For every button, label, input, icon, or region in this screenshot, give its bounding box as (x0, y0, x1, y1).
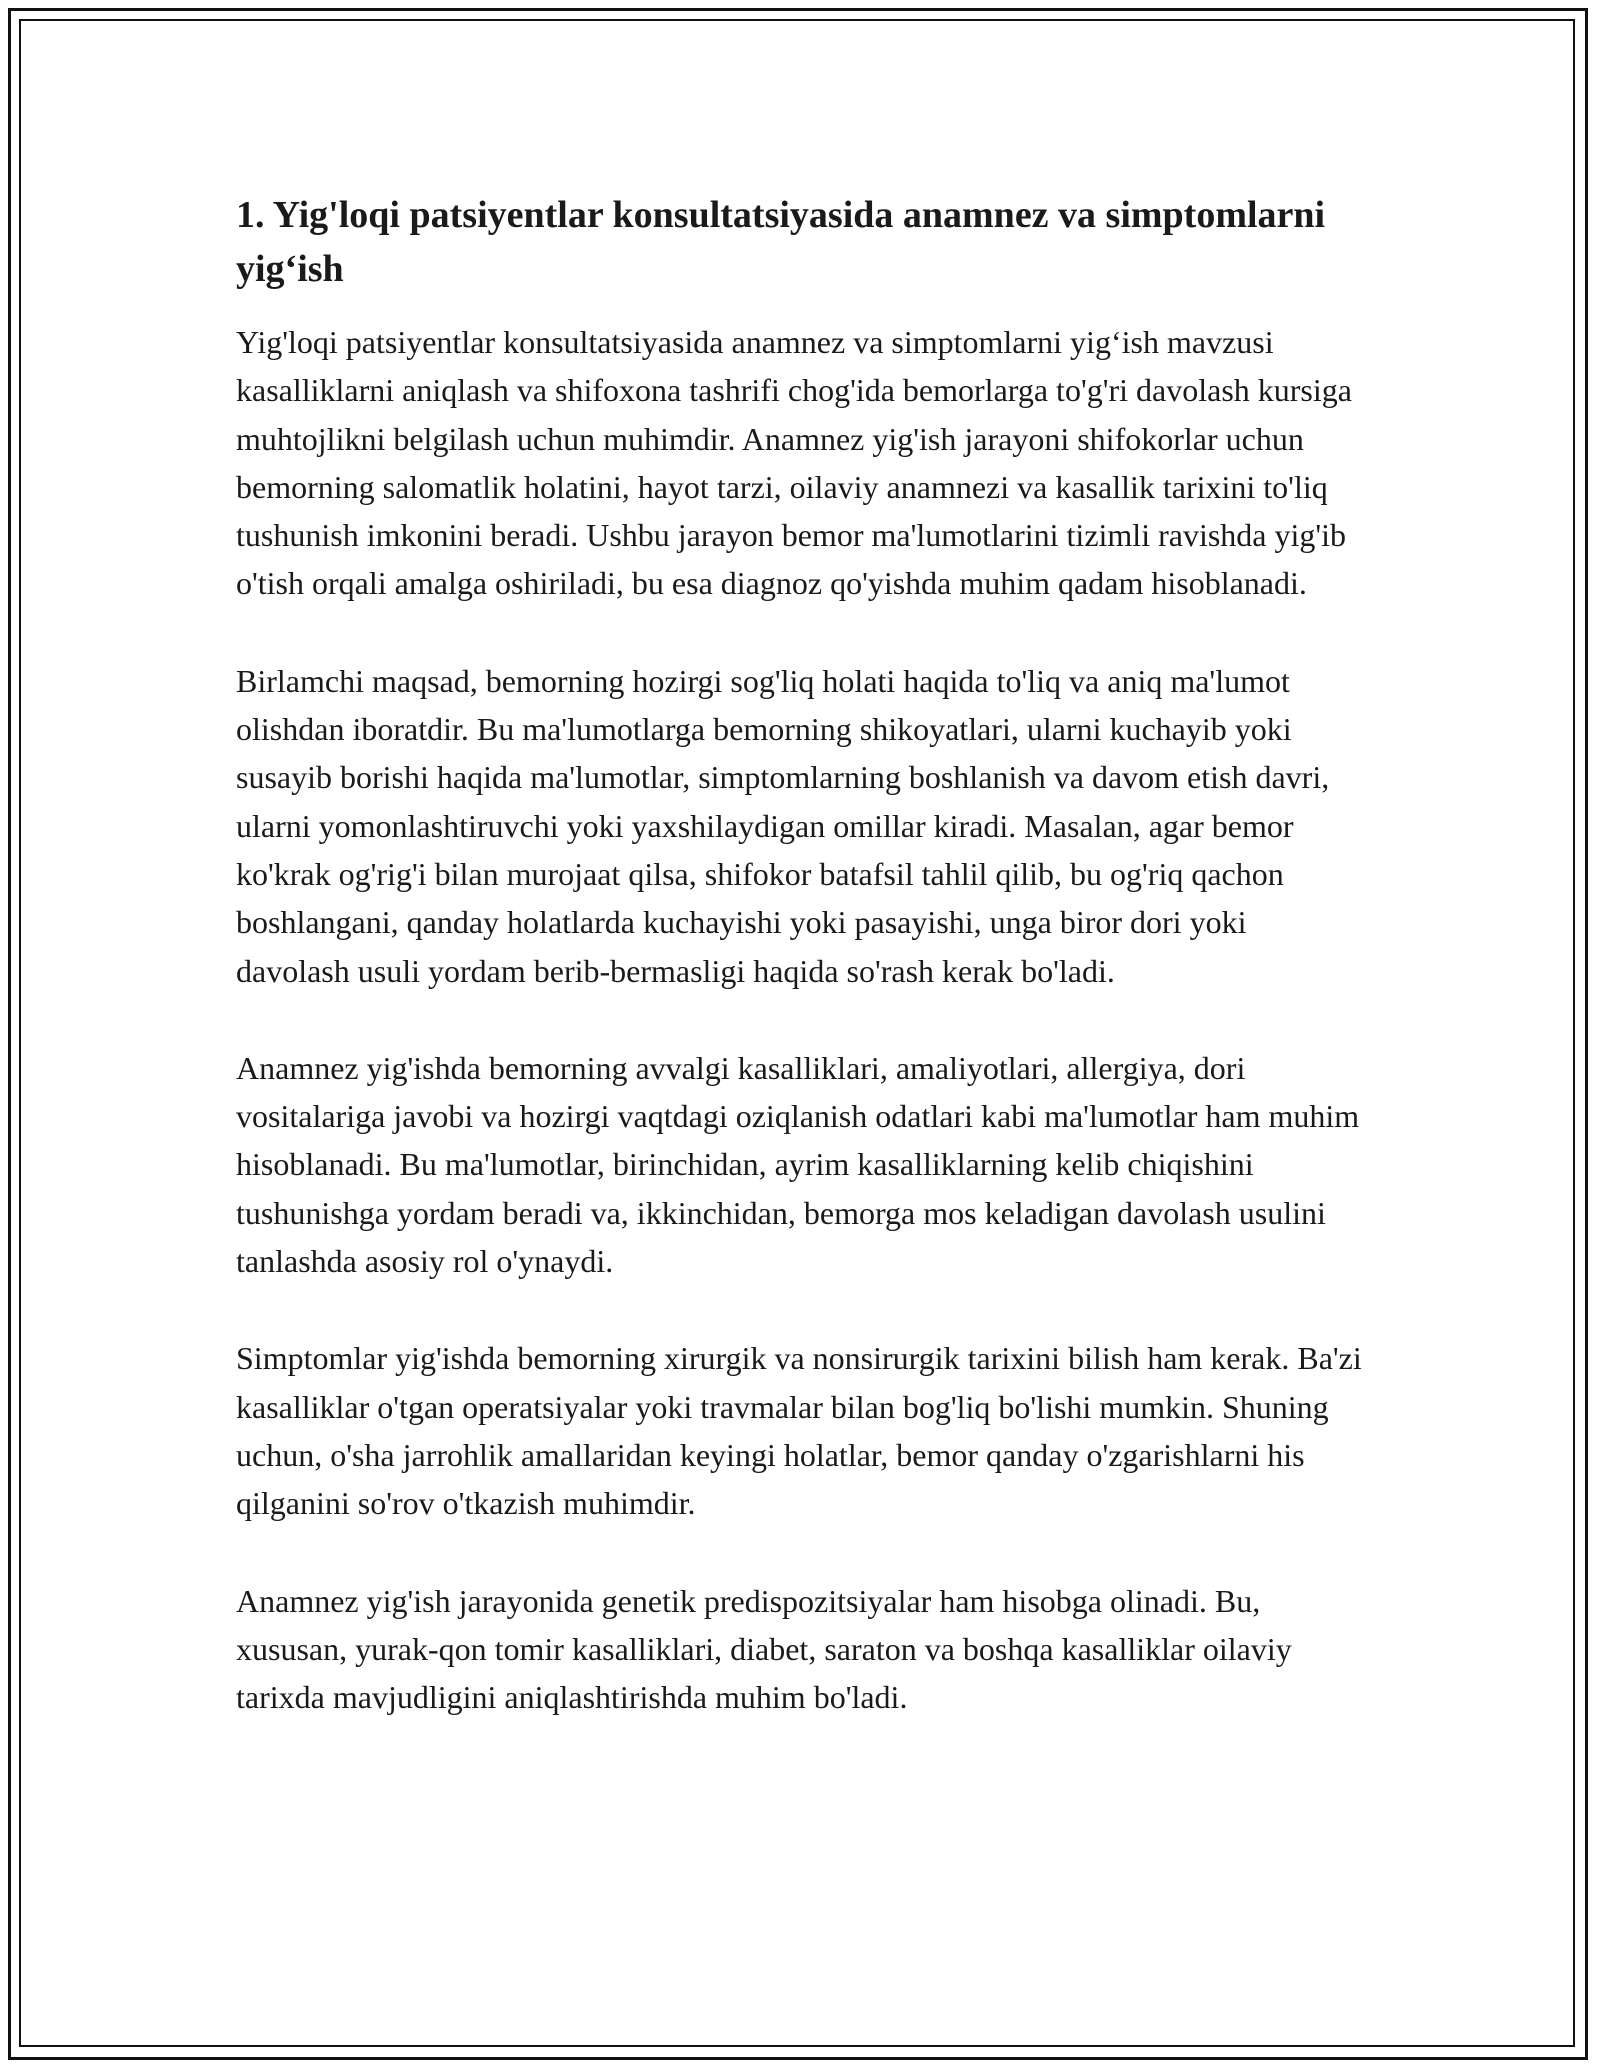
paragraph-3: Anamnez yig'ishda bemorning avvalgi kasalliklari, amaliyotlari, allergiya, dori vositalariga javobi va hozirgi vaqtdagi oziqlanish odatlari kabi ma'lumotlar ham muhim hisoblanadi. Bu ma'lumotlar, birinchidan, ayrim kasalliklarning kelib chiqishini tushunishga yordam beradi va, ikkinchidan, bemorga mos keladigan davolash usulini tanlashda asosiy rol o'ynaydi. (236, 1049, 1360, 1280)
paragraph-4: Simptomlar yig'ishda bemorning xirurgik va nonsirurgik tarixini bilish ham kerak. Ba'zi kasalliklar o'tgan operatsiyalar yoki travmalar bilan bog'liq bo'lishi mumkin. Shuning uchun, o'sha jarrohlik amallaridan keyingi holatlar, bemor qanday o'zgarishlarni his qilganini so'rov o'tkazish muhimdir. (236, 1340, 1362, 1522)
paragraph-2: Birlamchi maqsad, bemorning hozirgi sog'liq holati haqida to'liq va aniq ma'lumot olishdan iboratdir. Bu ma'lumotlarga bemorning shikoyatlari, ularni kuchayib yoki susayib borishi haqida ma'lumotlar, simptomlarning boshlanish va davom etish davri, ularni yomonlashtiruvchi yoki yaxshilaydigan omillar kiradi. Masalan, agar bemor ko'krak og'rig'i bilan murojaat qilsa, shifokor batafsil tahlil qilib, bu og'riq qachon boshlangani, qanday holatlarda kuchayishi yoki pasayishi, unga biror dori yoki davolash usuli yordam berib-bermasligi haqida so'rash kerak bo'ladi. (236, 662, 1330, 989)
paragraph-5: Anamnez yig'ish jarayonida genetik predispozitsiyalar ham hisobga olinadi. Bu, xususan, yurak-qon tomir kasalliklari, diabet, saraton va boshqa kasalliklar oilaviy tarixda mavjudligini aniqlashtirishda muhim bo'ladi. (236, 1582, 1292, 1716)
document-body (236, 188, 1366, 1770)
section-heading: 1. Yig'loqi patsiyentlar konsultatsiyasida anamnez va simptomlarni yig‘ish (236, 194, 1326, 290)
paragraph-1: Yig'loqi patsiyentlar konsultatsiyasida anamnez va simptomlarni yig‘ish mavzusi kasalliklarni aniqlash va shifoxona tashrifi chog'ida bemorlarga to'g'ri davolash kursiga muhtojlikni belgilash uchun muhimdir. Anamnez yig'ish jarayoni shifokorlar uchun bemorning salomatlik holatini, hayot tarzi, oilaviy anamnezi va kasallik tarixini to'liq tushunish imkonini beradi. Ushbu jarayon bemor ma'lumotlarini tizimli ravishda yig'ib o'tish orqali amalga oshiriladi, bu esa diagnoz qo'yishda muhim qadam hisoblanadi. (236, 324, 1352, 602)
